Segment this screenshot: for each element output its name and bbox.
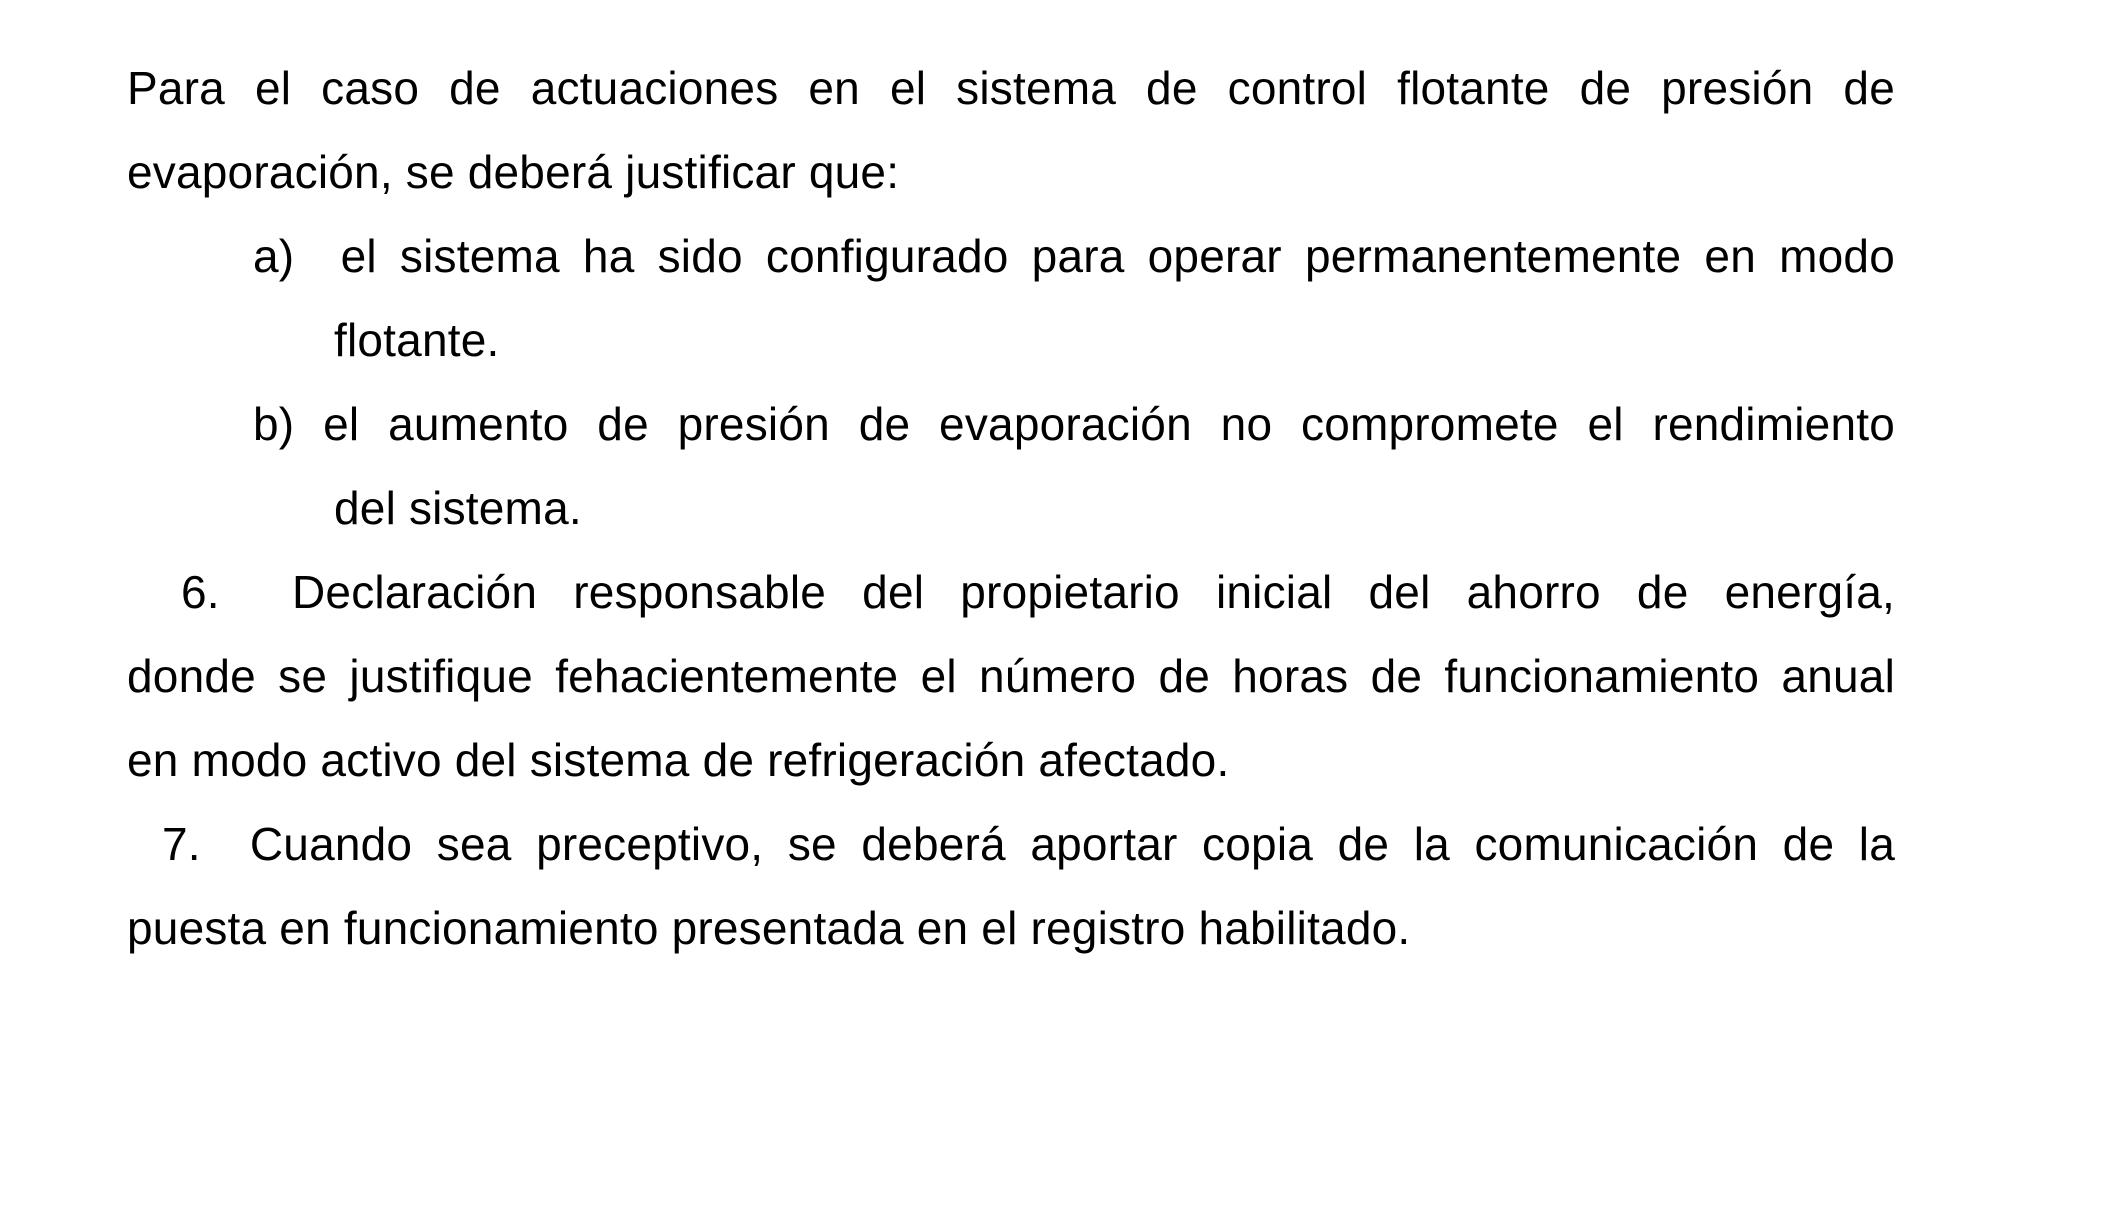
- text-line: 6. Declaración responsable del propietario inicial del ahorro de energía,: [181, 566, 1895, 618]
- text-line: en modo activo del sistema de refrigeración afectado.: [127, 734, 1230, 786]
- text-line: donde se justifique fehacientemente el número de horas de funcionamiento anual: [127, 650, 1895, 702]
- text-line: flotante.: [334, 314, 500, 366]
- text-line: 7. Cuando sea preceptivo, se deberá aportar copia de la comunicación de la: [162, 818, 1895, 870]
- text-line: del sistema.: [334, 482, 582, 534]
- text-line: evaporación, se deberá justificar que:: [127, 146, 900, 198]
- text-line: Para el caso de actuaciones en el sistema de control flotante de presión de: [127, 62, 1895, 114]
- text-line: puesta en funcionamiento presentada en el registro habilitado.: [127, 902, 1411, 954]
- text-line: a) el sistema ha sido configurado para operar permanentemente en modo: [253, 230, 1895, 282]
- text-line: b) el aumento de presión de evaporación no compromete el rendimiento: [253, 398, 1895, 450]
- document-page: [127, 46, 1895, 970]
